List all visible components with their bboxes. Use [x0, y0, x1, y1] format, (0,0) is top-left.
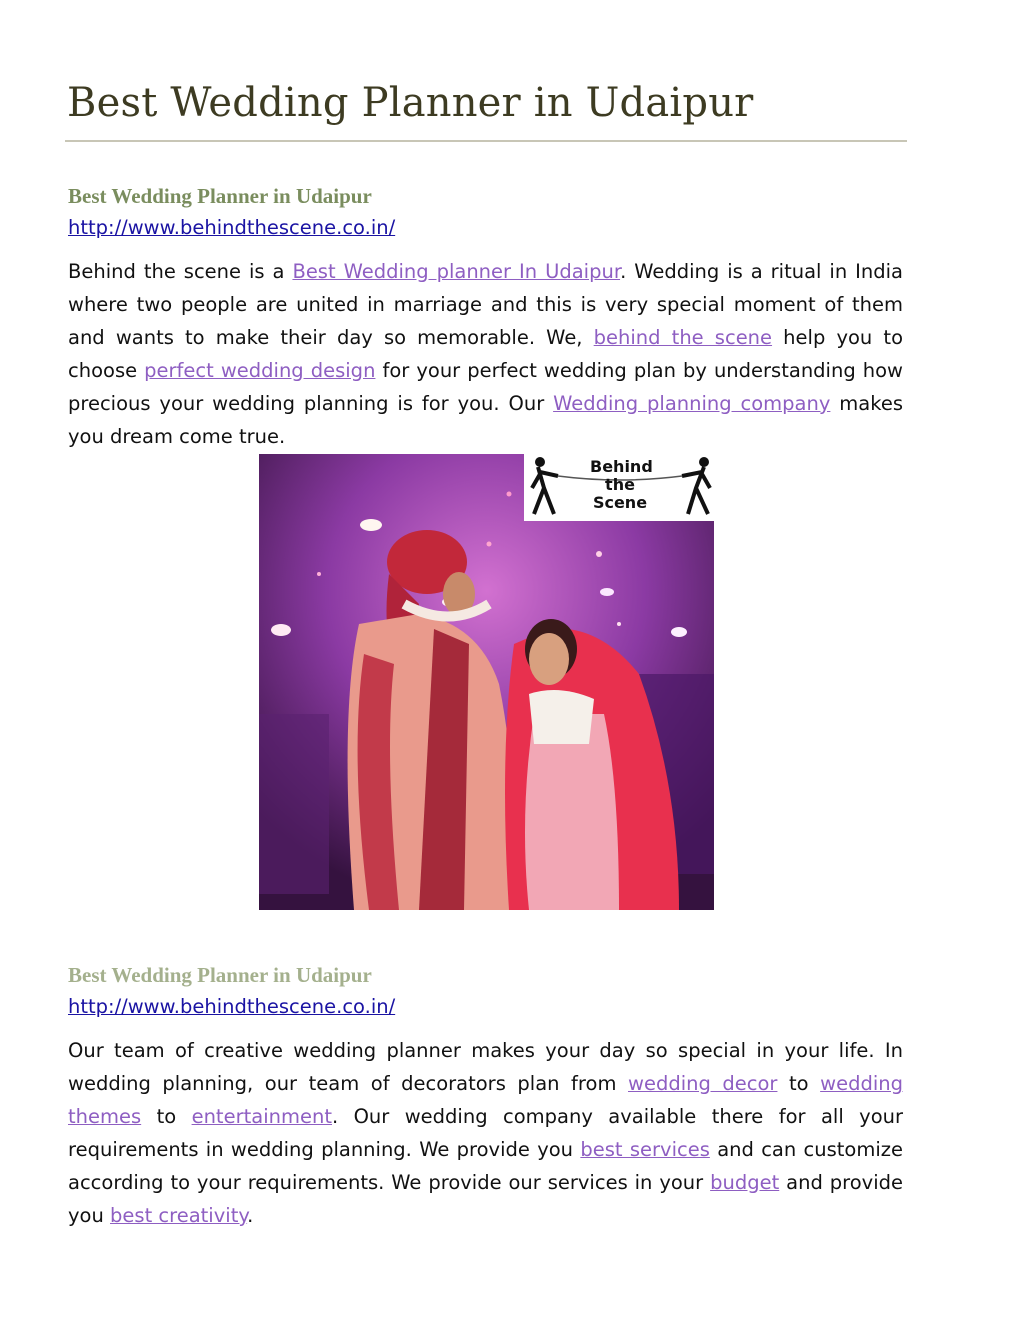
link-wedding-planning-company[interactable]: Wedding planning company — [553, 392, 831, 415]
section-1-heading: Best Wedding Planner in Udaipur — [68, 184, 372, 208]
text-run: to — [777, 1072, 821, 1095]
text-run: and can customize according to your requirements. We provide our services in your — [68, 1138, 904, 1194]
text-run: and provide you — [68, 1171, 903, 1227]
text-run: Behind the scene is a — [68, 260, 293, 283]
logo-text — [590, 457, 653, 512]
link-wedding-themes[interactable]: wedding themes — [68, 1072, 903, 1128]
link-best-creativity[interactable]: best creativity — [110, 1204, 248, 1227]
text-run: to — [141, 1105, 192, 1128]
text-run: Our team of creative wedding planner makes your day so special in your life. In wedding planning, our team of decorators plan from — [68, 1039, 903, 1095]
behind-the-scene-logo — [524, 454, 716, 521]
text-run: . Our wedding company available there for all your requirements in wedding planning. We provide you — [68, 1105, 903, 1161]
section-2-paragraph — [68, 1034, 903, 1232]
link-budget[interactable]: budget — [710, 1171, 780, 1194]
wedding-photo-illustration — [259, 454, 714, 910]
logo-text-line: Scene — [592, 493, 648, 512]
text-run: . Wedding is a ritual in India where two people are united in marriage and this is very special moment of them and wants to make their day so memorable. We, — [68, 260, 904, 349]
title-divider — [65, 140, 907, 142]
link-perfect-wedding-design[interactable]: perfect wedding design — [144, 359, 376, 382]
link-best-services[interactable]: best services — [580, 1138, 710, 1161]
section-1-paragraph — [68, 255, 903, 453]
page-title: Best Wedding Planner in Udaipur — [67, 80, 754, 126]
logo-text-line: Behind — [590, 457, 653, 476]
link-wedding-decor[interactable]: wedding decor — [628, 1072, 778, 1095]
logo-text-line: the — [605, 475, 635, 494]
text-run: makes you dream come true. — [68, 392, 903, 448]
text-run: . — [247, 1204, 254, 1227]
section-1-url-link[interactable]: http://www.behindthescene.co.in/ — [68, 216, 396, 239]
wedding-couple-photo — [259, 454, 714, 910]
text-run: help you to choose — [68, 326, 903, 382]
link-behind-the-scene[interactable]: behind the scene — [593, 326, 773, 349]
section-2-heading: Best Wedding Planner in Udaipur — [68, 963, 372, 987]
link-entertainment[interactable]: entertainment — [191, 1105, 332, 1128]
link-best-wedding-planner[interactable]: Best Wedding planner In Udaipur — [292, 260, 621, 283]
section-2-url-link[interactable]: http://www.behindthescene.co.in/ — [68, 995, 396, 1018]
text-run: for your perfect wedding plan by understanding how precious your wedding planning is for you. Our — [68, 359, 903, 415]
